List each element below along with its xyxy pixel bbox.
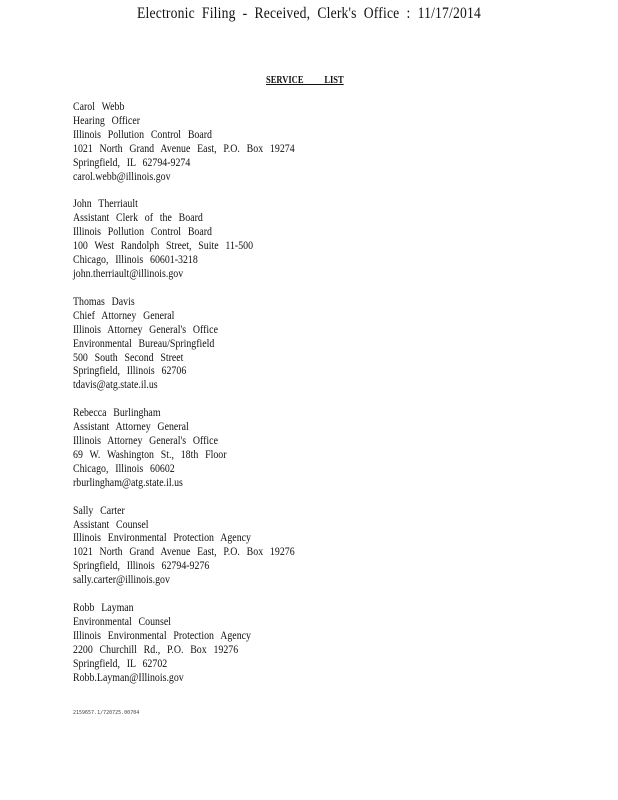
- entry-bureau: Environmental Bureau/Springfield: [73, 337, 215, 350]
- entry-address: 500 South Second Street: [73, 351, 184, 364]
- entry-city: Chicago, Illinois 60601-3218: [73, 254, 198, 267]
- entry-city: Springfield, Illinois 62794-9276: [73, 560, 210, 573]
- service-entry: [73, 198, 493, 281]
- entry-email: john.therriault@illinois.gov: [73, 267, 184, 280]
- entry-title: Environmental Counsel: [73, 616, 171, 628]
- entry-email: rburlingham@atg.state.il.us: [73, 476, 183, 489]
- entry-address: 1021 North Grand Avenue East, P.O. Box 19276: [73, 546, 295, 559]
- entry-title: Assistant Clerk of the Board: [73, 212, 203, 225]
- entry-address: 1021 North Grand Avenue East, P.O. Box 19274: [73, 142, 295, 155]
- entry-name: Thomas Davis: [73, 295, 135, 308]
- entry-name: Carol Webb: [73, 101, 125, 113]
- entry-address: 2200 Churchill Rd., P.O. Box 19276: [73, 643, 239, 656]
- service-entry: [73, 101, 493, 184]
- entry-address: 100 West Randolph Street, Suite 11-500: [73, 240, 254, 253]
- entry-city: Chicago, Illinois 60602: [73, 462, 175, 475]
- service-entry: [73, 602, 493, 685]
- entry-email: carol.webb@illinois.gov: [73, 170, 171, 183]
- entry-organization: Illinois Environmental Protection Agency: [73, 532, 251, 545]
- entry-organization: Illinois Environmental Protection Agency: [73, 629, 251, 642]
- entry-organization: Illinois Attorney General's Office: [73, 435, 218, 448]
- entry-address: 69 W. Washington St., 18th Floor: [73, 448, 227, 461]
- entry-organization: Illinois Pollution Control Board: [73, 226, 213, 239]
- entry-email: Robb.Layman@Illinois.gov: [73, 671, 184, 684]
- entry-title: Chief Attorney General: [73, 309, 175, 322]
- entry-city: Springfield, Illinois 62706: [73, 365, 187, 378]
- entry-email: sally.carter@illinois.gov: [73, 574, 170, 587]
- entry-city: Springfield, IL 62702: [73, 657, 168, 670]
- filing-header: Electronic Filing - Received, Clerk's Office : 11/17/2014: [137, 5, 481, 22]
- entry-name: Sally Carter: [73, 504, 125, 517]
- entry-title: Hearing Officer: [73, 114, 140, 127]
- entry-name: Robb Layman: [73, 602, 134, 615]
- entry-email: tdavis@atg.state.il.us: [73, 379, 158, 392]
- service-entry: [73, 296, 493, 393]
- entry-organization: Illinois Attorney General's Office: [73, 323, 218, 336]
- service-list: [73, 101, 493, 700]
- entry-title: Assistant Counsel: [73, 518, 149, 531]
- entry-name: John Therriault: [73, 198, 138, 211]
- entry-title: Assistant Attorney General: [73, 421, 189, 434]
- service-entry: [73, 505, 493, 588]
- entry-organization: Illinois Pollution Control Board: [73, 128, 213, 141]
- entry-name: Rebecca Burlingham: [73, 407, 161, 420]
- entry-city: Springfield, IL 62794-9274: [73, 156, 191, 169]
- service-list-title: SERVICE LIST: [266, 75, 344, 86]
- service-entry: [73, 407, 493, 490]
- document-reference-code: 2159657.1/720725.00704: [73, 710, 140, 716]
